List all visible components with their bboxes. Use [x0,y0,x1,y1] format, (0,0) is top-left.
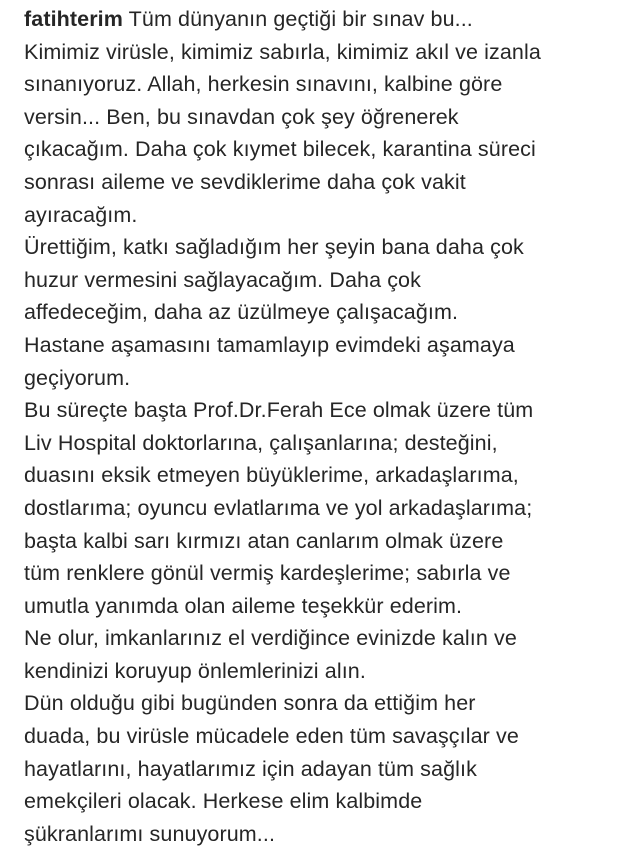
caption-line: Dün olduğu gibi bugünden sonra da ettiğim her [24,691,476,716]
caption-line: Bu süreçte başta Prof.Dr.Ferah Ece olmak üzere tüm [24,398,534,423]
caption-line-1 [24,3,630,36]
caption-line: duada, bu virüsle mücadele eden tüm savaşçılar ve [24,724,519,749]
caption-line: huzur vermesini sağlayacağım. Daha çok [24,267,421,292]
caption-line: şükranlarımı sunuyorum... [24,821,276,846]
caption-line: sonrası aileme ve sevdiklerime daha çok vakit [24,169,466,194]
caption-line: tüm renklere gönül vermiş kardeşlerime; sabırla ve [24,561,511,586]
caption-line: Hastane aşamasını tamamlayıp evimdeki aşamaya [24,332,515,357]
caption-line: sınanıyoruz. Allah, herkesin sınavını, kalbine göre [24,72,503,97]
caption-line: başta kalbi sarı kırmızı atan canlarım olmak üzere [24,528,504,553]
caption-line: duasını eksik etmeyen büyüklerime, arkadaşlarıma, [24,463,519,488]
caption-line: hayatlarını, hayatlarımız için adayan tüm sağlık [24,756,477,781]
caption-line: Kimimiz virüsle, kimimiz sabırla, kimimiz akıl ve izanla [24,39,541,64]
caption-line: umutla yanımda olan aileme teşekkür ederim. [24,593,463,618]
caption-line: geçiyorum. [24,365,131,390]
caption-line: dostlarıma; oyuncu evlatlarıma ve yol arkadaşlarıma; [24,495,533,520]
caption-line: ayıracağım. [24,202,138,227]
caption-line: affedeceğim, daha az üzülmeye çalışacağım. [24,300,459,325]
caption-line: Ne olur, imkanlarınız el verdiğince evinizde kalın ve [24,626,517,651]
caption-line: Ürettiğim, katkı sağladığım her şeyin bana daha çok [24,235,524,260]
caption-line: çıkacağım. Daha çok kıymet bilecek, karantina süreci [24,137,536,162]
caption-first-line-text: Tüm dünyanın geçtiği bir sınav bu... [128,7,473,31]
username-link[interactable]: fatihterim [24,7,123,31]
caption-line: Liv Hospital doktorlarına, çalışanlarına; desteğini, [24,430,498,455]
caption-line: emekçileri olacak. Herkese elim kalbimde [24,789,423,814]
caption-line: versin... Ben, bu sınavdan çok şey öğrenerek [24,104,459,129]
caption-line: kendinizi koruyup önlemlerinizi alın. [24,658,366,683]
